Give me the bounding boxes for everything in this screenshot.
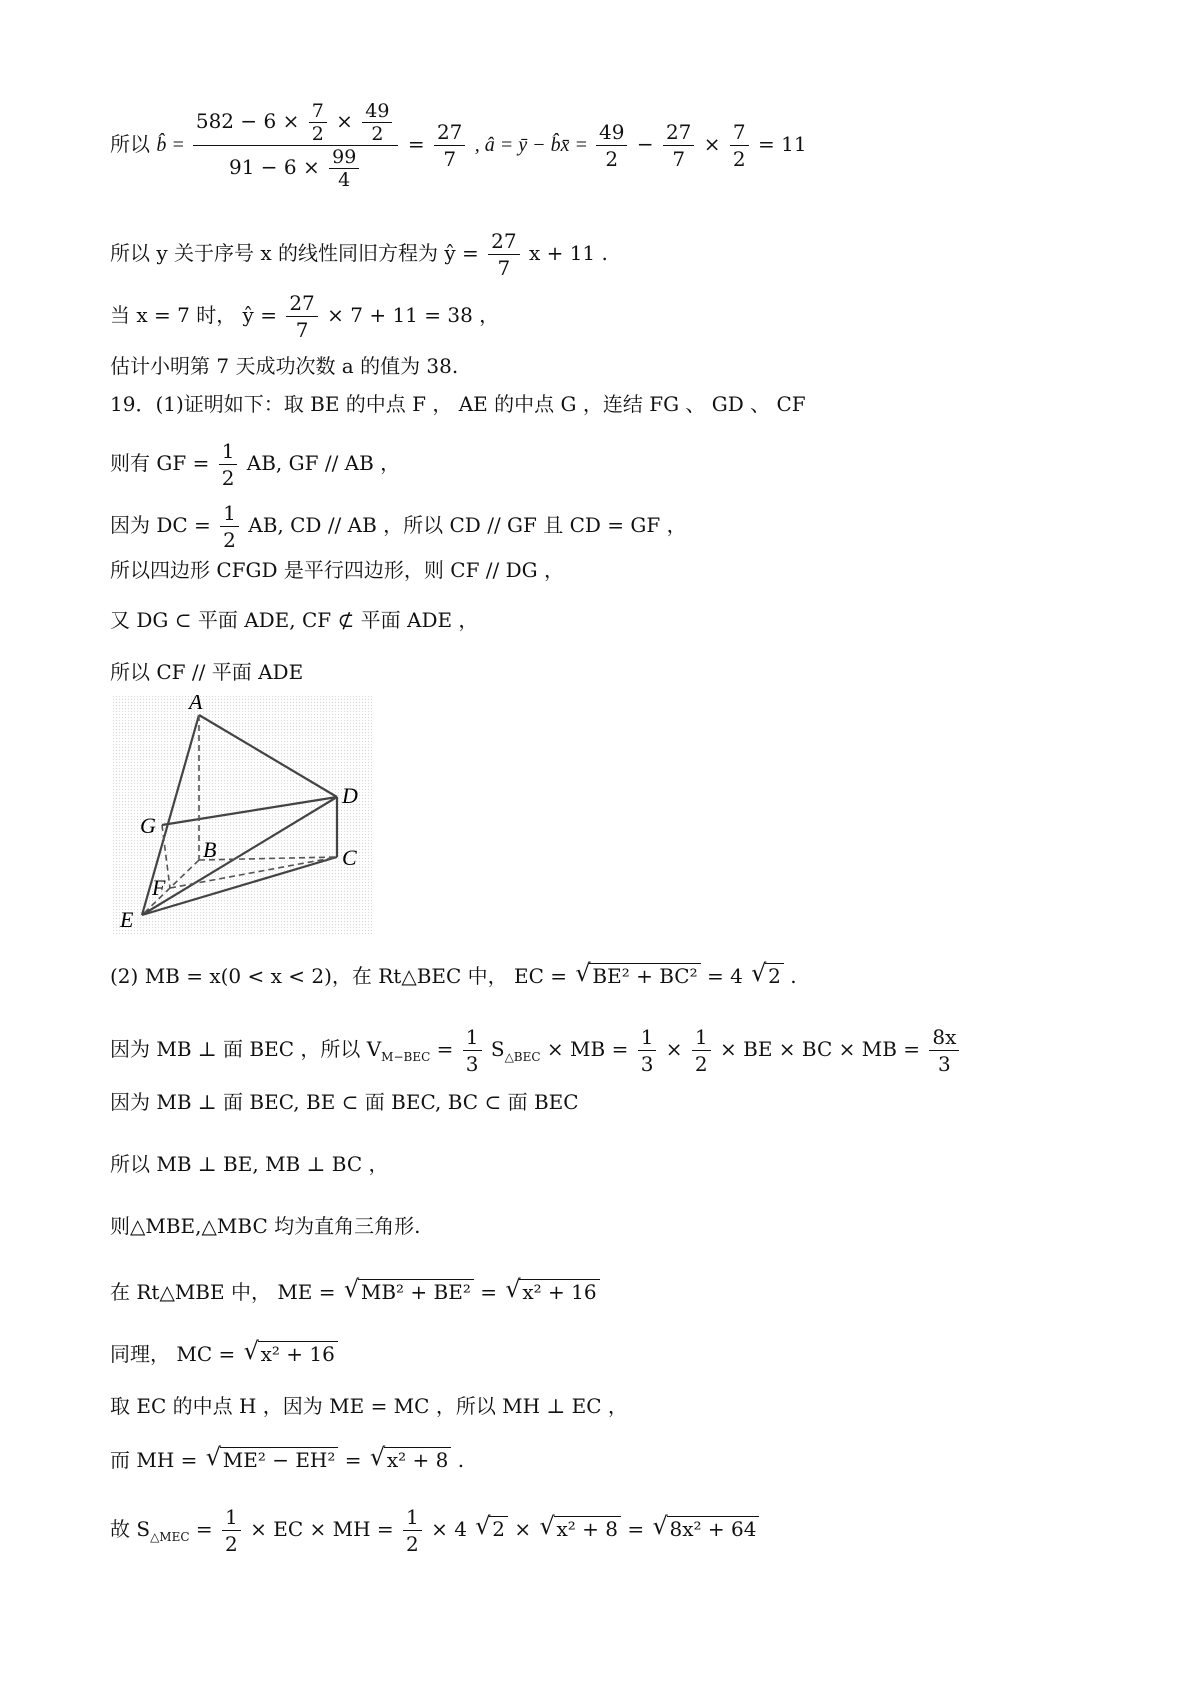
- b-fraction-den: [229, 146, 362, 191]
- sqrt: [344, 1280, 474, 1304]
- sub: △MEC: [150, 1530, 190, 1544]
- f5: [596, 119, 627, 172]
- f1: [222, 1504, 241, 1557]
- sqrt: [575, 964, 700, 988]
- den-text: 91 − 6 ×: [229, 155, 327, 179]
- frac: [286, 290, 317, 343]
- frac: [488, 228, 519, 281]
- midpoint-line: 取 EC 的中点 H ，因为 ME = MC ，所以 MH ⊥ EC ，: [110, 1394, 628, 1418]
- radicand2: x² + 8: [384, 1447, 452, 1472]
- f3-num: 99: [329, 146, 359, 169]
- text: 而 MH =: [110, 1448, 204, 1472]
- b-fraction-num: [193, 100, 399, 146]
- num: 1: [219, 438, 238, 465]
- f5-num: 49: [596, 119, 627, 146]
- f5-den: 2: [605, 147, 619, 171]
- f3: [692, 1024, 711, 1077]
- radicand: BE² + BC²: [589, 963, 700, 988]
- text: 所以 y 关于序号 x 的线性同旧方程为 ŷ =: [110, 241, 486, 265]
- regression-b-formula: [110, 100, 807, 191]
- text-end: × 7 + 11 = 38 ，: [327, 303, 500, 327]
- label-F: F: [152, 875, 166, 900]
- f1-num: 1: [463, 1024, 482, 1051]
- label-G: G: [140, 813, 156, 838]
- den: 7: [497, 256, 511, 280]
- sqrt2: [751, 964, 784, 988]
- num: 27: [488, 228, 519, 255]
- sqrt2: [540, 1517, 622, 1541]
- f1-num: 1: [222, 1504, 241, 1531]
- eq: =: [480, 1280, 504, 1304]
- text: 因为 MB ⊥ 面 BEC ，所以 V: [110, 1037, 382, 1061]
- f3-num: 1: [692, 1024, 711, 1051]
- den: 7: [295, 318, 309, 342]
- parallelogram-line: 所以四边形 CFGD 是平行四边形，则 CF // DG ，: [110, 558, 565, 582]
- text: 故 S: [110, 1517, 151, 1541]
- perp-result-line: 所以 MB ⊥ BE, MB ⊥ BC ，: [110, 1152, 389, 1176]
- f1-den: 2: [311, 123, 324, 145]
- eq2: =: [627, 1517, 651, 1541]
- f6-num: 27: [663, 119, 694, 146]
- label-D: D: [342, 783, 358, 808]
- f1-num: 7: [309, 100, 327, 123]
- times: ×: [514, 1517, 538, 1541]
- perp-line: 因为 MB ⊥ 面 BEC, BE ⊂ 面 BEC, BC ⊂ 面 BEC: [110, 1090, 579, 1114]
- frac: [220, 500, 239, 553]
- f1: [463, 1024, 482, 1077]
- mh-line: [110, 1448, 464, 1472]
- sqrt: [244, 1342, 338, 1366]
- radicand2: 2: [765, 963, 784, 988]
- f7-num: 7: [730, 119, 749, 146]
- text: 在 Rt△MBE 中， ME =: [110, 1280, 342, 1304]
- text-end: AB, GF // AB ，: [246, 451, 401, 475]
- times: ×: [665, 1037, 689, 1061]
- den: 2: [223, 528, 236, 552]
- sub2: △BEC: [504, 1050, 541, 1064]
- f4-den: 7: [443, 147, 457, 171]
- f2-den: 2: [371, 123, 384, 145]
- f3-den: 2: [694, 1052, 708, 1076]
- f1: [309, 100, 327, 145]
- f6-den: 7: [672, 147, 686, 171]
- right-triangle-line: 则△MBE,△MBC 均为直角三角形.: [110, 1214, 421, 1238]
- text2: × EC × MH =: [250, 1517, 400, 1541]
- sqrt3: [653, 1517, 760, 1541]
- label-B: B: [203, 837, 217, 862]
- regression-equation-line: [110, 228, 608, 281]
- text-end: x + 11 .: [528, 241, 608, 265]
- result: = 11: [757, 132, 807, 156]
- text-prefix: 所以: [110, 132, 150, 156]
- times2: ×: [703, 132, 727, 156]
- s: S: [490, 1037, 505, 1061]
- f4-num: 27: [434, 119, 465, 146]
- radicand: x² + 16: [258, 1341, 338, 1366]
- f4: [434, 119, 465, 172]
- frac: [219, 438, 238, 491]
- f1-den: 2: [225, 1532, 238, 1556]
- text2: × MB =: [546, 1037, 635, 1061]
- f3-den: 4: [338, 169, 351, 191]
- f2-num: 1: [638, 1024, 657, 1051]
- end: .: [457, 1448, 465, 1472]
- radicand: ME² − EH²: [220, 1447, 339, 1472]
- text3: .: [790, 964, 797, 988]
- f4-den: 3: [938, 1052, 951, 1076]
- radicand2: x² + 8: [554, 1516, 622, 1541]
- f2: [403, 1504, 422, 1557]
- conclusion-line: 所以 CF // 平面 ADE: [110, 660, 304, 684]
- q19-part1-intro: 19．(1)证明如下：取 BE 的中点 F ， AE 的中点 G ，连结 FG 、 GD 、 CF: [110, 392, 806, 416]
- me-line: [110, 1280, 600, 1304]
- eq: =: [436, 1037, 460, 1061]
- evaluate-line: [110, 290, 499, 343]
- sqrt: [206, 1448, 339, 1472]
- radicand2: x² + 16: [519, 1279, 599, 1304]
- sqrt1: [475, 1517, 508, 1541]
- b-fraction: [193, 100, 399, 191]
- num: 1: [220, 500, 239, 527]
- num: 27: [286, 290, 317, 317]
- text-end: AB, CD // AB ，所以 CD // GF 且 CD = GF ，: [248, 513, 687, 537]
- radicand: MB² + BE²: [358, 1279, 474, 1304]
- num-text: 582 − 6 ×: [195, 109, 306, 133]
- b-hat: b̂ =: [156, 134, 190, 156]
- volume-line: [110, 1024, 962, 1077]
- text2: = 4: [706, 964, 743, 988]
- text: 因为 DC =: [110, 513, 218, 537]
- label-E: E: [120, 907, 134, 932]
- f2: [362, 100, 392, 145]
- dc-line: [110, 500, 687, 553]
- area-line: [110, 1504, 759, 1557]
- times: ×: [336, 109, 360, 133]
- f1-den: 3: [465, 1052, 479, 1076]
- radicand1: 2: [489, 1516, 508, 1541]
- f7-den: 2: [732, 147, 746, 171]
- a-hat-expr: , â = ȳ − b̂x̄ =: [474, 134, 594, 156]
- f4: [929, 1024, 959, 1077]
- f3: [329, 146, 359, 191]
- den: 2: [221, 466, 235, 490]
- plane-line: 又 DG ⊂ 平面 ADE, CF ⊄ 平面 ADE ，: [110, 608, 479, 632]
- label-C: C: [342, 845, 357, 870]
- f2-den: 3: [640, 1052, 654, 1076]
- eq: =: [195, 1517, 220, 1541]
- f2-num: 49: [362, 100, 392, 123]
- f2-num: 1: [403, 1504, 422, 1531]
- eq: =: [344, 1448, 368, 1472]
- f6: [663, 119, 694, 172]
- minus: −: [636, 132, 660, 156]
- label-A: A: [189, 695, 203, 714]
- text3: × 4: [431, 1517, 467, 1541]
- sub: M−BEC: [381, 1050, 431, 1064]
- f2: [638, 1024, 657, 1077]
- geometry-figure: [112, 695, 372, 935]
- sqrt2: [370, 1448, 452, 1472]
- f4-num: 8x: [929, 1024, 959, 1051]
- text3: × BE × BC × MB =: [720, 1037, 927, 1061]
- part2-ec-line: [110, 964, 797, 988]
- eq: =: [407, 132, 431, 156]
- text: 则有 GF =: [110, 451, 216, 475]
- text: 当 x = 7 时， ŷ =: [110, 303, 284, 327]
- text: (2) MB = x(0 < x < 2)，在 Rt△BEC 中， EC =: [110, 964, 574, 988]
- radicand3: 8x² + 64: [667, 1516, 760, 1541]
- mc-line: [110, 1342, 338, 1366]
- f2-den: 2: [406, 1532, 419, 1556]
- estimate-line: 估计小明第 7 天成功次数 a 的值为 38.: [110, 354, 459, 378]
- gf-line: [110, 438, 400, 491]
- text: 同理， MC =: [110, 1342, 242, 1366]
- sqrt2: [505, 1280, 599, 1304]
- f7: [730, 119, 749, 172]
